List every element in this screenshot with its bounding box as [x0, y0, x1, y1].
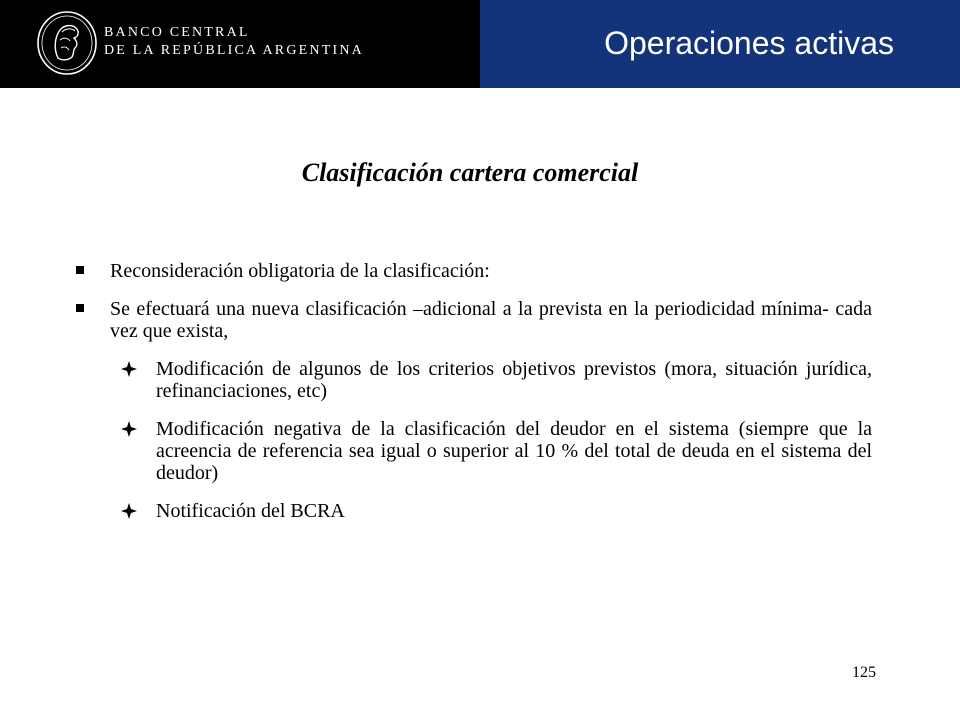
list-item — [72, 260, 872, 282]
bcra-seal-icon — [36, 10, 98, 76]
list-item-text: Modificación negativa de la clasificación del deudor en el sistema (siempre que la acreencia de referencia sea igual o superior al 10 % del total de deuda en el sistema del deudor) — [156, 418, 872, 484]
header-right-panel — [480, 0, 960, 88]
square-bullet-icon — [76, 304, 84, 312]
list-item — [72, 418, 872, 484]
list-item-text: Se efectuará una nueva clasificación –adicional a la prevista en la periodicidad mínima- cada vez que exista, — [110, 298, 872, 342]
diamond-bullet-icon — [120, 420, 138, 438]
bank-name-line1: BANCO CENTRAL — [104, 25, 250, 40]
list-item-text: Modificación de algunos de los criterios objetivos previstos (mora, situación jurídica, refinanciaciones, etc) — [156, 358, 872, 402]
diamond-bullet-icon — [120, 360, 138, 378]
square-bullet-icon — [76, 266, 84, 274]
header-left-panel — [0, 0, 480, 88]
list-item — [72, 298, 872, 342]
diamond-bullet-icon — [120, 502, 138, 520]
bullet-list — [72, 260, 872, 538]
page-number: 125 — [852, 664, 876, 681]
list-item-text: Reconsideración obligatoria de la clasificación: — [110, 260, 490, 282]
list-item-text: Notificación del BCRA — [156, 500, 345, 522]
slide-header — [0, 0, 960, 88]
slide-title: Clasificación cartera comercial — [301, 158, 639, 187]
list-item — [72, 358, 872, 402]
bank-name-line2: DE LA REPÚBLICA ARGENTINA — [104, 43, 364, 58]
list-item — [72, 500, 872, 522]
bank-name — [104, 24, 364, 60]
header-title: Operaciones activas — [604, 25, 894, 61]
